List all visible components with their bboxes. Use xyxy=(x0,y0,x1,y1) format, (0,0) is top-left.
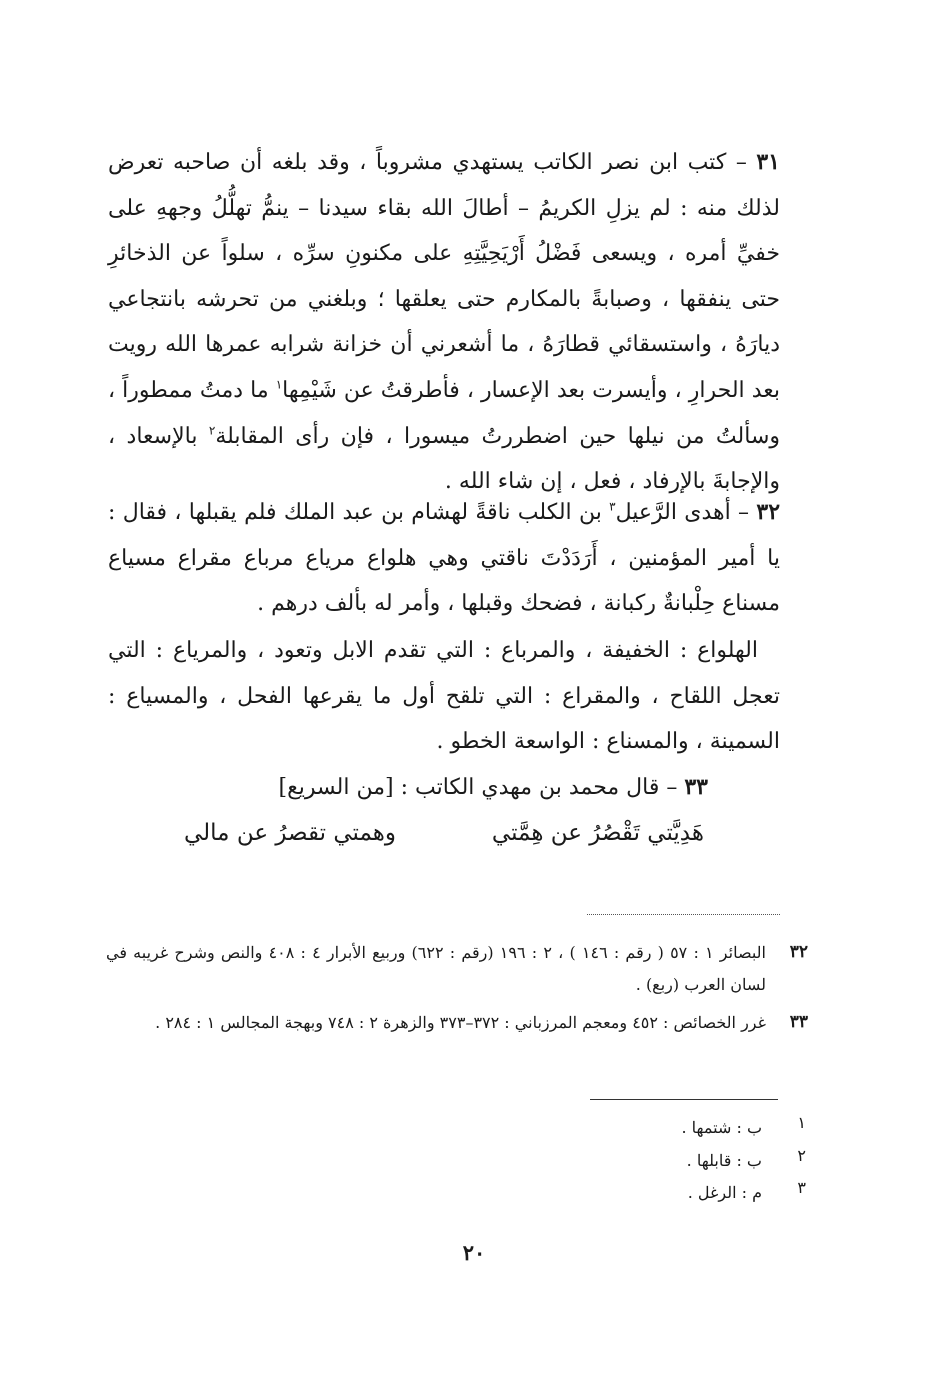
footnote-number: ٣ xyxy=(797,1178,806,1197)
entry-text: – أهدى الرَّعيل xyxy=(615,500,757,525)
footnote-text: ب : شتمها . xyxy=(681,1118,762,1137)
sources-divider xyxy=(587,914,780,915)
entry-text: – قال محمد بن مهدي الكاتب : [من السريع] xyxy=(278,775,685,800)
entry-33 xyxy=(160,765,780,811)
source-note: البصائر ١ : ٥٧ ( رقم : ١٤٦ ) ، ٢ : ١٩٦ (رقم : ٦٢٢) وربيع الأبرار ٤ : ٤٠٨ والنص وشرح غريبه في لسان العرب (ربع) . xyxy=(106,943,766,994)
footnote-text: ب : قابلها . xyxy=(686,1151,762,1170)
gloss-paragraph xyxy=(108,628,780,765)
source-note: غرر الخصائص : ٤٥٢ ومعجم المرزباني : ٣٧٢–٣٧٣ والزهرة ٢ : ٧٤٨ وبهجة المجالس ١ : ٢٨٤ . xyxy=(155,1013,766,1032)
entry-text-end: بالإسعاد ، والإجابةَ بالإرفاد ، فعل ، إن شاء الله . xyxy=(108,423,780,495)
source-number: ٣٣ xyxy=(789,1012,808,1032)
gloss-text: الهلواع : الخفيفة ، والمرباع : التي تقدم الابل وتعود ، والمرياع : التي تعجل اللقاح ، والمقراع : التي تلقح أول ما يقرعها الفحل ، والمسياع : السمينة ، والمسناع : الواسعة الخطو . xyxy=(108,638,780,755)
verse-second-hemistich: وهمتي تقصرُ عن مالي xyxy=(184,820,396,846)
verse-first-hemistich: هَدِيَّتي تَقْصُرُ عن هِمَّتي xyxy=(491,820,704,846)
entry-text: – كتب ابن نصر الكاتب يستهدي مشروباً ، وقد بلغه أن صاحبه تعرض لذلك منه : لم يزلِ الكريمُ – أطالَ الله بقاء سيدنا – ينمُّ تهلُّلُ وجههِ على خفيِّ أمره ، ويسعى فَضْلُ أَرْيَحِيَّتِهِ على مكنونِ سرِّه ، سلواً عن الذخائرِ حتى ينفقها ، وصبابةً بالمكارم حتى يعلقها ؛ وبلغني من تحرشه بانتجاعي ديارَهُ ، واستسقائي قطارَهُ ، ما أشعرني أن خزانة شرابه عمرها الله رويت بعد الحرارِ ، وأيسرت بعد الإعسار ، فأطرقتُ عن شَيْمِها xyxy=(108,150,780,403)
entry-32 xyxy=(108,490,780,627)
footnotes-divider xyxy=(590,1099,778,1100)
entry-text-continued: بن الكلب ناقةً لهشام بن عبد الملك فلم يقبلها ، فقال : يا أمير المؤمنين ، أَرَدَدْتَ ناقتي وهي هلواع مرياع مرباع مقراع مسياع مسناع حِلْبانةٌ ركبانة ، فضحك وقبلها ، وأمر له بألف درهم . xyxy=(108,500,780,617)
entry-31 xyxy=(108,140,780,505)
entry-number: ٣٢ xyxy=(756,499,781,525)
source-number: ٣٢ xyxy=(789,942,808,962)
entry-text-continued: ما دمتُ ممطوراً ، وسألتُ من نيلها حين اضطررتُ ميسورا ، فإن رأى المقابلة xyxy=(108,377,780,449)
footnote-text: م : الرغل . xyxy=(687,1183,762,1202)
poem-verse xyxy=(184,820,704,870)
entry-number: ٣٣ xyxy=(684,774,708,800)
footnote-marker: ٣ xyxy=(609,499,616,514)
page-number: ٢٠ xyxy=(462,1240,486,1265)
footnote-number: ٢ xyxy=(797,1146,806,1165)
footnote-number: ١ xyxy=(797,1113,806,1132)
entry-number: ٣١ xyxy=(756,149,780,175)
footnote-marker: ٢ xyxy=(208,423,216,438)
footnote-marker: ١ xyxy=(275,377,283,392)
